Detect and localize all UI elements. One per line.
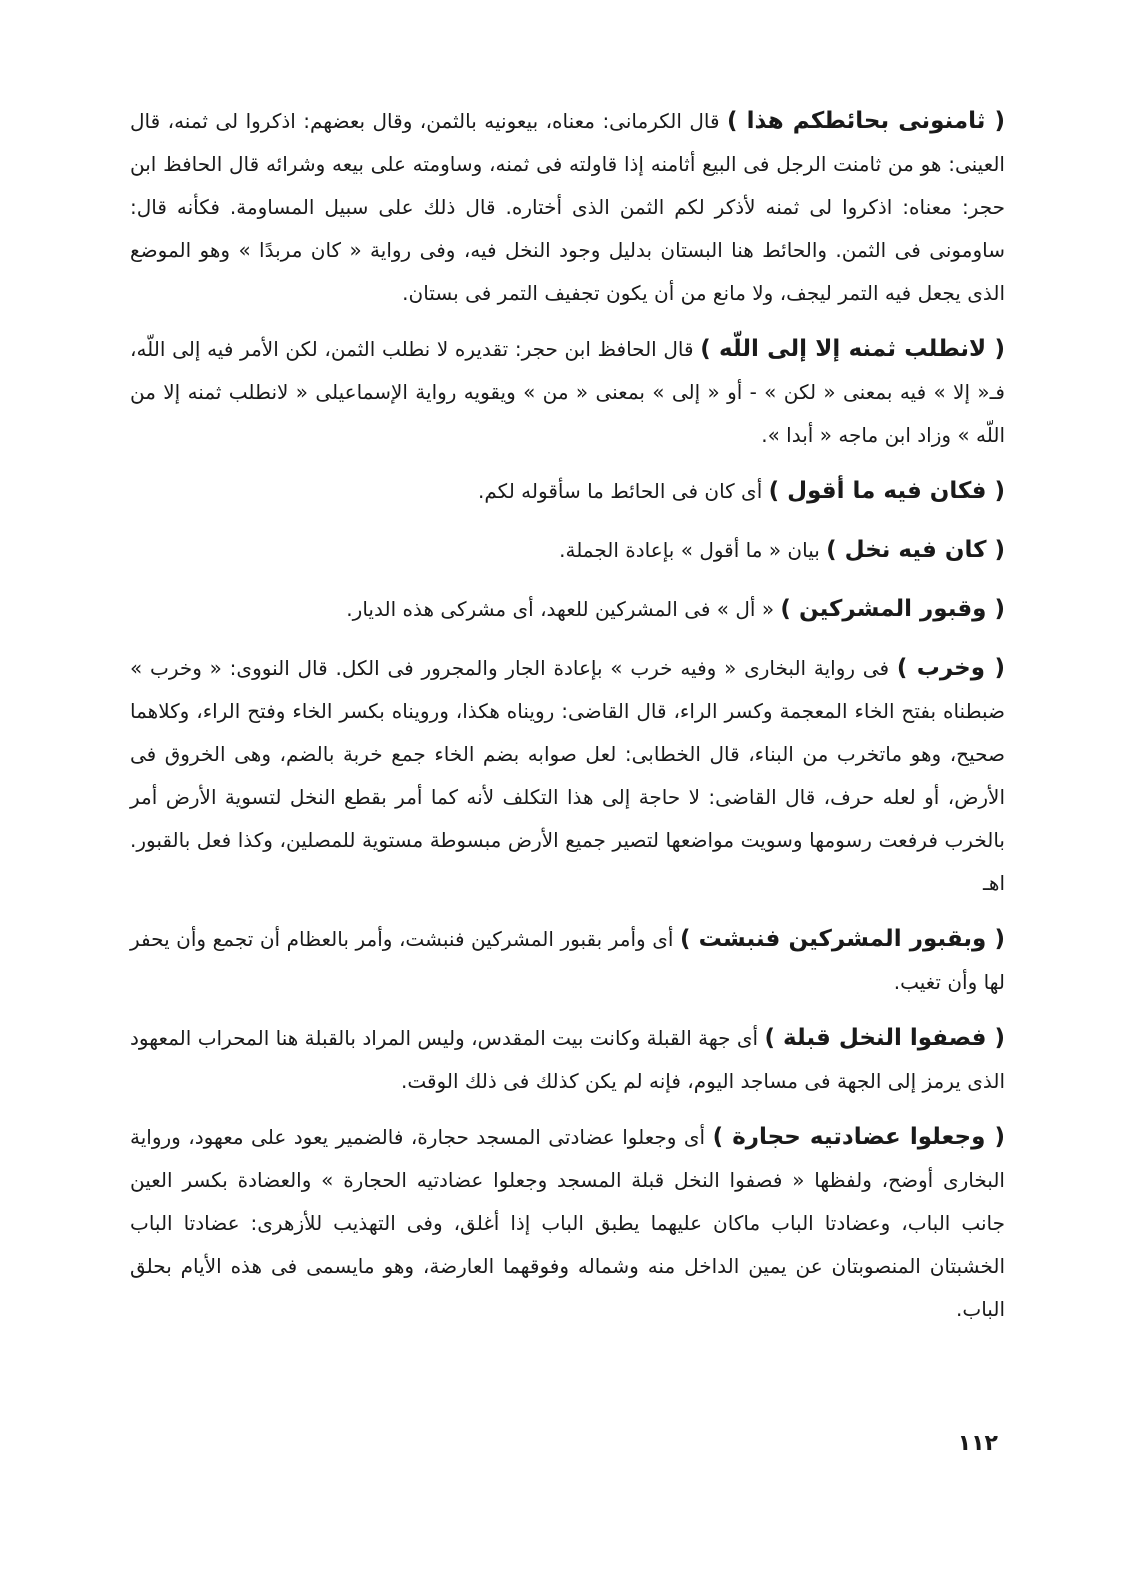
- lemma-7: ( وبقبور المشركين فنبشت ): [679, 926, 1006, 952]
- paragraph-7-text: أى وأمر بقبور المشركين فنبشت، وأمر بالعظام أن تجمع وأن يحفر لها وأن تغيب.: [130, 927, 1005, 994]
- paragraph-5-text: « أل » فى المشركين للعهد، أى مشركى هذه الديار.: [346, 597, 775, 621]
- lemma-3: ( فكان فيه ما أقول ): [768, 478, 1005, 504]
- lemma-6: ( وخرب ): [896, 655, 1005, 681]
- paragraph-6-text: فى رواية البخارى « وفيه خرب » بإعادة الجار والمجرور فى الكل. قال النووى: « وخرب » ضبطناه بفتح الخاء المعجمة وكسر الراء، قال القاضى: رويناه هكذا، ورويناه بكسر الخاء وفتح الراء، وكلاهما صحيح، وهو ماتخرب من البناء، قال الخطابى: لعل صوابه بضم الخاء جمع خربة بالضم، وهى الخروق فى الأرض، أو لعله حرف، قال القاضى: لا حاجة إلى هذا التكلف لأنه كما أمر بقطع النخل لتسوية الأرض أمر بالخرب فرفعت رسومها وسويت مواضعها لتصير جميع الأرض مبسوطة مستوية للمصلين، وكذا فعل بالقبور. اهـ: [130, 656, 1005, 895]
- paragraph-6: [130, 647, 1005, 905]
- paragraph-3-text: أى كان فى الحائط ما سأقوله لكم.: [478, 479, 763, 503]
- paragraph-5: [130, 588, 1005, 631]
- paragraph-9-text: أى وجعلوا عضادتى المسجد حجارة، فالضمير يعود على معهود، ورواية البخارى أوضح، ولفظها « فصفوا النخل قبلة المسجد وجعلوا عضادتيه الحجارة » والعضادة بكسر العين جانب الباب، وعضادتا الباب ماكان عليهما يطبق الباب إذا أغلق، وفى التهذيب للأزهرى: عضادتا الباب الخشبتان المنصوبتان عن يمين الداخل منه وشماله وفوقهما العارضة، وهو مايسمى فى هذه الأيام بحلق الباب.: [130, 1125, 1005, 1321]
- paragraph-1: [130, 100, 1005, 315]
- lemma-5: ( وقبور المشركين ): [780, 596, 1005, 622]
- paragraph-7: [130, 918, 1005, 1004]
- lemma-8: ( فصفوا النخل قبلة ): [764, 1025, 1006, 1051]
- paragraph-4: [130, 529, 1005, 572]
- page-number: ١١٢: [957, 1431, 998, 1456]
- paragraph-2-text: قال الحافظ ابن حجر: تقديره لا نطلب الثمن، لكن الأمر فيه إلى اللّه، فـ« إلا » فيه بمعنى « لكن » - أو « إلى » بمعنى « من » ويقويه رواية الإسماعيلى « لانطلب ثمنه إلا من اللّه » وزاد ابن ماجه « أبدا ».: [130, 337, 1005, 447]
- paragraph-8-text: أى جهة القبلة وكانت بيت المقدس، وليس المراد بالقبلة هنا المحراب المعهود الذى يرمز إلى الجهة فى مساجد اليوم، فإنه لم يكن كذلك فى ذلك الوقت.: [130, 1026, 1005, 1093]
- paragraph-1-text: قال الكرمانى: معناه، بيعونيه بالثمن، وقال بعضهم: اذكروا لى ثمنه، قال العينى: هو من ثامنت الرجل فى البيع أثامنه إذا قاولته فى ثمنه، وساومته على بيعه وشرائه قال الحافظ ابن حجر: معناه: اذكروا لى ثمنه لأذكر لكم الثمن الذى أختاره. قال ذلك على سبيل المساومة. فكأنه قال: ساومونى فى الثمن. والحائط هنا البستان بدليل وجود النخل فيه، وفى رواية « كان مربدًا » وهو الموضع الذى يجعل فيه التمر ليجف، ولا مانع من أن يكون تجفيف التمر فى بستان.: [130, 109, 1005, 305]
- paragraph-2: [130, 328, 1005, 457]
- paragraph-4-text: بيان « ما أقول » بإعادة الجملة.: [559, 538, 820, 562]
- paragraph-3: [130, 470, 1005, 513]
- paragraph-8: [130, 1017, 1005, 1103]
- lemma-4: ( كان فيه نخل ): [826, 537, 1005, 563]
- lemma-1: ( ثامنونى بحائطكم هذا ): [727, 108, 1006, 134]
- commentary-text: [130, 100, 1005, 1344]
- paragraph-9: [130, 1116, 1005, 1331]
- lemma-2: ( لانطلب ثمنه إلا إلى اللّه ): [700, 336, 1005, 362]
- lemma-9: ( وجعلوا عضادتيه حجارة ): [712, 1124, 1006, 1150]
